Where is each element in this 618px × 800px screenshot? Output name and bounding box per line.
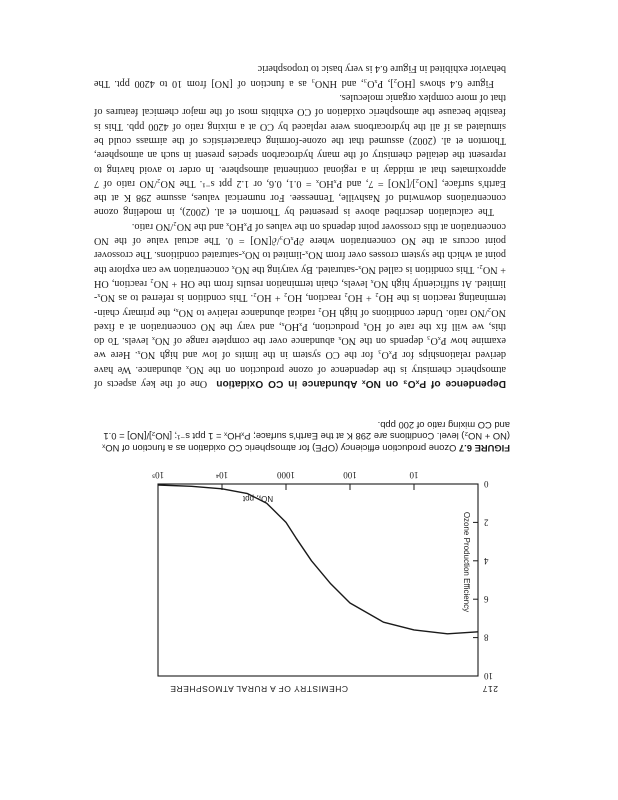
plot-frame bbox=[158, 484, 478, 676]
y-tick-label-4: 8 bbox=[484, 632, 489, 643]
paragraph-1 bbox=[94, 218, 506, 390]
x-tick-label-1: 100 bbox=[343, 470, 357, 480]
figure-caption-text: Ozone production efficiency (OPE) for atmospheric CO oxidation as a function of NOₓ (NO + NO₂) level. Conditions are 298 K at the Earth's surface; PₓHOₓ = 1 ppt s⁻¹; [NO₂]/[NO] = 0.1 and CO mixing ratio of 200 ppb. bbox=[102, 419, 510, 454]
figure-label: FIGURE 6.7 bbox=[458, 443, 510, 454]
x-tick-label-3: 10⁴ bbox=[215, 470, 229, 480]
y-tick-label-2: 4 bbox=[484, 555, 489, 566]
running-head: CHEMISTRY OF A RURAL ATMOSPHERE bbox=[169, 684, 348, 694]
x-tick-label-0: 10 bbox=[409, 470, 419, 480]
y-tick-label-5: 10 bbox=[484, 671, 493, 681]
chart-plot-area bbox=[152, 470, 493, 681]
section-heading: Dependence of PₓO₃ on NOₓ Abundance in CO Oxidation bbox=[216, 378, 506, 389]
page-number: 217 bbox=[482, 684, 498, 694]
y-tick-label-0: 0 bbox=[484, 479, 489, 489]
x-axis-title: NOₓ, ppt bbox=[242, 494, 274, 503]
y-tick-label-3: 6 bbox=[484, 594, 489, 605]
x-tick-label-2: 1000 bbox=[277, 470, 295, 480]
paragraph-2: The calculation described above is presented by Thornton et al. (2002), in modeling ozone concentrations downwind of Nashville, Tennessee. For numerical values, assume 298 K at the Earth's surface, [NO₂]/[NO] = 7, and PₓHOₓ = 0.1, 0.6, or 1.2 ppt s⁻¹. The NO₂/NO ratio of 7 approximates that at midday in a regional continental atmosphere. In order to avoid having to represent the detailed chemistry of the many hydrocarbon species present in such an atmosphere, Thornton et al. (2002) assumed that the ozone-forming characteristics of the airmass could be simulated as if all the hydrocarbons were replaced by CO at a mixing ratio of 4200 ppb. This is feasible because the atmospheric oxidation of CO exhibits most of the major chemical features of that of more complex organic molecules. bbox=[94, 92, 506, 218]
x-tick-label-4: 10⁵ bbox=[151, 470, 165, 480]
body-text bbox=[94, 18, 506, 390]
y-tick-label-1: 2 bbox=[484, 517, 489, 528]
y-axis-title: Ozone Production Efficiency bbox=[462, 511, 471, 613]
series-line-0 bbox=[158, 485, 478, 634]
paragraph-1-text: One of the key aspects of atmospheric chemistry is the dependence of ozone production on the NOₓ abundance. We have derived relationships for PₓO₃ for the CO system in the limits of low and high NOₓ. Here we examine how PₓO₃ depends on the NOₓ abundance over the complete range of NOₓ levels. To do this, we will fix the rate of HOₓ production, PₓHOₓ, and vary the NO concentration at a fixed NO₂/NO ratio. Under conditions of high HO₂ radical abundance relative to NOₓ, the primary chain-terminating reaction is the HO₂ + HO₂ reaction, HO₂ + HO₂. This condition is referred to as NOₓ-limited. At sufficiently high NOₓ levels, chain termination results from the OH + NO₂ reaction, OH + NO₂. This condition is called NOₓ-saturated. By varying the NOₓ concentration we can explore the point at which the system crosses over from NOₓ-limited to NOₓ-saturated conditions. The crossover point occurs at the NO concentration where ∂PₓO₃/∂[NO] = 0. The actual value of the NO concentration at this crossover point depends on the values of PₓHOₓ and the NO₂/NO ratio. bbox=[93, 220, 506, 389]
paragraph-3: Figure 6.4 shows [HO₂], PₓO₃, and HNO₃ as a function of [NO] from 10 to 4200 ppt. The behavior exhibited in Figure 6.4 is very basic to tropospheric bbox=[94, 63, 506, 89]
figure-caption bbox=[94, 419, 510, 454]
